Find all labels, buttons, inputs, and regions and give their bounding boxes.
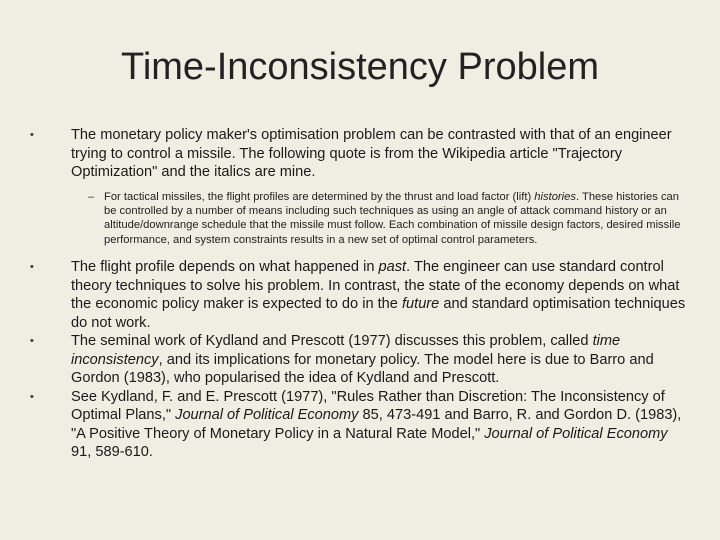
bullet-text-c: , and its implications for monetary policy. The model here is due to Barro and Gordon (1983), who popularised the idea of Kydland and Prescott.	[71, 351, 654, 387]
bullet-text-e: and standard optimisation techniques do not work.	[71, 296, 686, 331]
sub-bullet-dash-icon: –	[88, 190, 95, 203]
bullet-item	[30, 258, 690, 332]
sub-bullet-text-a: For tactical missiles, the flight profiles are determined by the thrust and load factor (lift)	[104, 190, 535, 203]
bullet-item	[30, 388, 690, 462]
sub-bullet-item	[30, 190, 690, 248]
bullet-dot-icon: •	[30, 390, 34, 403]
sub-bullet-emphasis: histories	[534, 190, 576, 203]
bullet-emphasis-future: future	[401, 296, 440, 313]
bullet-text-a: The seminal work of Kydland and Prescott (1977) discusses this problem, called	[71, 333, 593, 350]
bullet-text-c: . The engineer can use standard control theory techniques to solve his problem. In contrast, the state of the economy depends on what the economic policy maker is expected to do in the	[71, 259, 680, 313]
sub-bullet-text-c: . These histories can be controlled by a number of means including such techniques as using an angle of attack command history or an altitude/downrange schedule that the missile must follow. Each combination of missile design factors, desired missile performance, and system constraints results in a new set of optimal control parameters.	[104, 190, 681, 246]
bullet-text-e: 91, 589-610.	[71, 444, 153, 461]
journal-title: Journal of Political Economy	[175, 407, 359, 424]
bullet-dot-icon: •	[30, 129, 34, 141]
slide-body	[30, 126, 690, 462]
bullet-emphasis-past: past	[378, 259, 407, 276]
slide-title: Time-Inconsistency Problem	[121, 46, 599, 88]
bullet-text-a: See Kydland, F. and E. Prescott (1977), "Rules Rather than Discretion: The Inconsistency of Optimal Plans,"	[71, 388, 665, 424]
bullet-text-c: 85, 473-491 and Barro, R. and Gordon D. (1983), "A Positive Theory of Monetary Policy in a Natural Rate Model,"	[71, 407, 682, 442]
bullet-item	[30, 332, 690, 388]
bullet-dot-icon: •	[30, 261, 34, 274]
bullet-emphasis-time-inconsistency: time inconsistency	[71, 333, 621, 368]
bullet-dot-icon: •	[30, 335, 34, 348]
bullet-text: The monetary policy maker's optimisation problem can be contrasted with that of an engineer trying to control a missile. The following quote is from the Wikipedia article "Trajectory Optimization" and the italics are mine.	[71, 127, 672, 180]
bullet-item	[30, 126, 690, 182]
bullet-text-a: The flight profile depends on what happened in	[71, 259, 379, 276]
journal-title: Journal of Political Economy	[484, 425, 668, 442]
